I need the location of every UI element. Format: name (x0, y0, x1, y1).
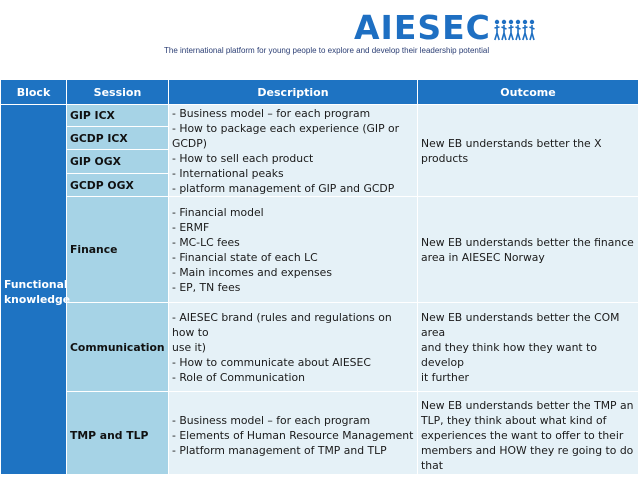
aiesec-logo (354, 12, 536, 44)
description-line: - International peaks (172, 166, 414, 181)
table-row (1, 392, 638, 479)
session-gcdp-icx: GCDP ICX (67, 127, 169, 150)
outcome-cell (418, 392, 638, 479)
block-cell (1, 105, 67, 479)
outcome-line: and they think how they want to develop (421, 340, 635, 370)
outcome-line: TLP, they think about what kind of (421, 413, 635, 428)
description-line: - Business model – for each program (172, 106, 414, 121)
outcome-line: experiences the want to offer to their (421, 428, 635, 443)
description-line: use it) (172, 340, 414, 355)
description-line: - How to sell each product (172, 151, 414, 166)
description-cell (169, 197, 418, 303)
outcome-cell (418, 197, 638, 303)
description-line: - EP, TN fees (172, 280, 414, 295)
description-line: - Elements of Human Resource Management (172, 428, 414, 443)
outcome-line: that (421, 458, 635, 473)
page-header (0, 0, 638, 62)
outcome-line: New EB understands better the X products (421, 136, 635, 166)
outcome-line: New EB understands better the TMP an (421, 398, 635, 413)
description-cell (169, 105, 418, 197)
tagline: The international platform for young people to explore and develop their leadership potential (164, 46, 489, 55)
table-row (1, 197, 638, 303)
outcome-line: New EB understands better the finance (421, 235, 635, 250)
header-block: Block (1, 80, 67, 105)
description-line: - Financial model (172, 205, 414, 220)
logo-text: AIESEC (354, 12, 491, 44)
outcome-line: members and HOW they re going to do (421, 443, 635, 458)
description-line: - Main incomes and expenses (172, 265, 414, 280)
description-line: - MC-LC fees (172, 235, 414, 250)
outcome-cell (418, 105, 638, 197)
table-row (1, 303, 638, 392)
header-description: Description (169, 80, 418, 105)
session-finance: Finance (67, 197, 169, 303)
people-figures-icon (494, 15, 536, 41)
header-outcome: Outcome (418, 80, 638, 105)
session-gcdp-ogx: GCDP OGX (67, 174, 169, 197)
block-label: Functional knowledge (4, 278, 70, 306)
table-header-row (1, 80, 638, 105)
description-line: - How to package each experience (GIP or GCDP) (172, 121, 414, 151)
description-line: - Financial state of each LC (172, 250, 414, 265)
description-line: - platform management of GIP and GCDP (172, 181, 414, 196)
session-gip-ogx: GIP OGX (67, 150, 169, 174)
description-line: - Business model – for each program (172, 413, 414, 428)
outcome-line: New EB understands better the COM area (421, 310, 635, 340)
description-line: - Platform management of TMP and TLP (172, 443, 414, 458)
description-line: - How to communicate about AIESEC (172, 355, 414, 370)
bottom-margin (0, 474, 638, 478)
table-row (1, 105, 638, 127)
session-communication: Communication (67, 303, 169, 392)
description-cell (169, 392, 418, 479)
description-line: - Role of Communication (172, 370, 414, 385)
session-gip-icx: GIP ICX (67, 105, 169, 127)
outcome-line: it further (421, 370, 635, 385)
outcome-line: area in AIESEC Norway (421, 250, 635, 265)
description-cell (169, 303, 418, 392)
outcome-cell (418, 303, 638, 392)
description-line: - ERMF (172, 220, 414, 235)
session-tmp-tlp: TMP and TLP (67, 392, 169, 479)
training-plan-table (0, 79, 638, 479)
header-session: Session (67, 80, 169, 105)
description-line: - AIESEC brand (rules and regulations on how to (172, 310, 414, 340)
